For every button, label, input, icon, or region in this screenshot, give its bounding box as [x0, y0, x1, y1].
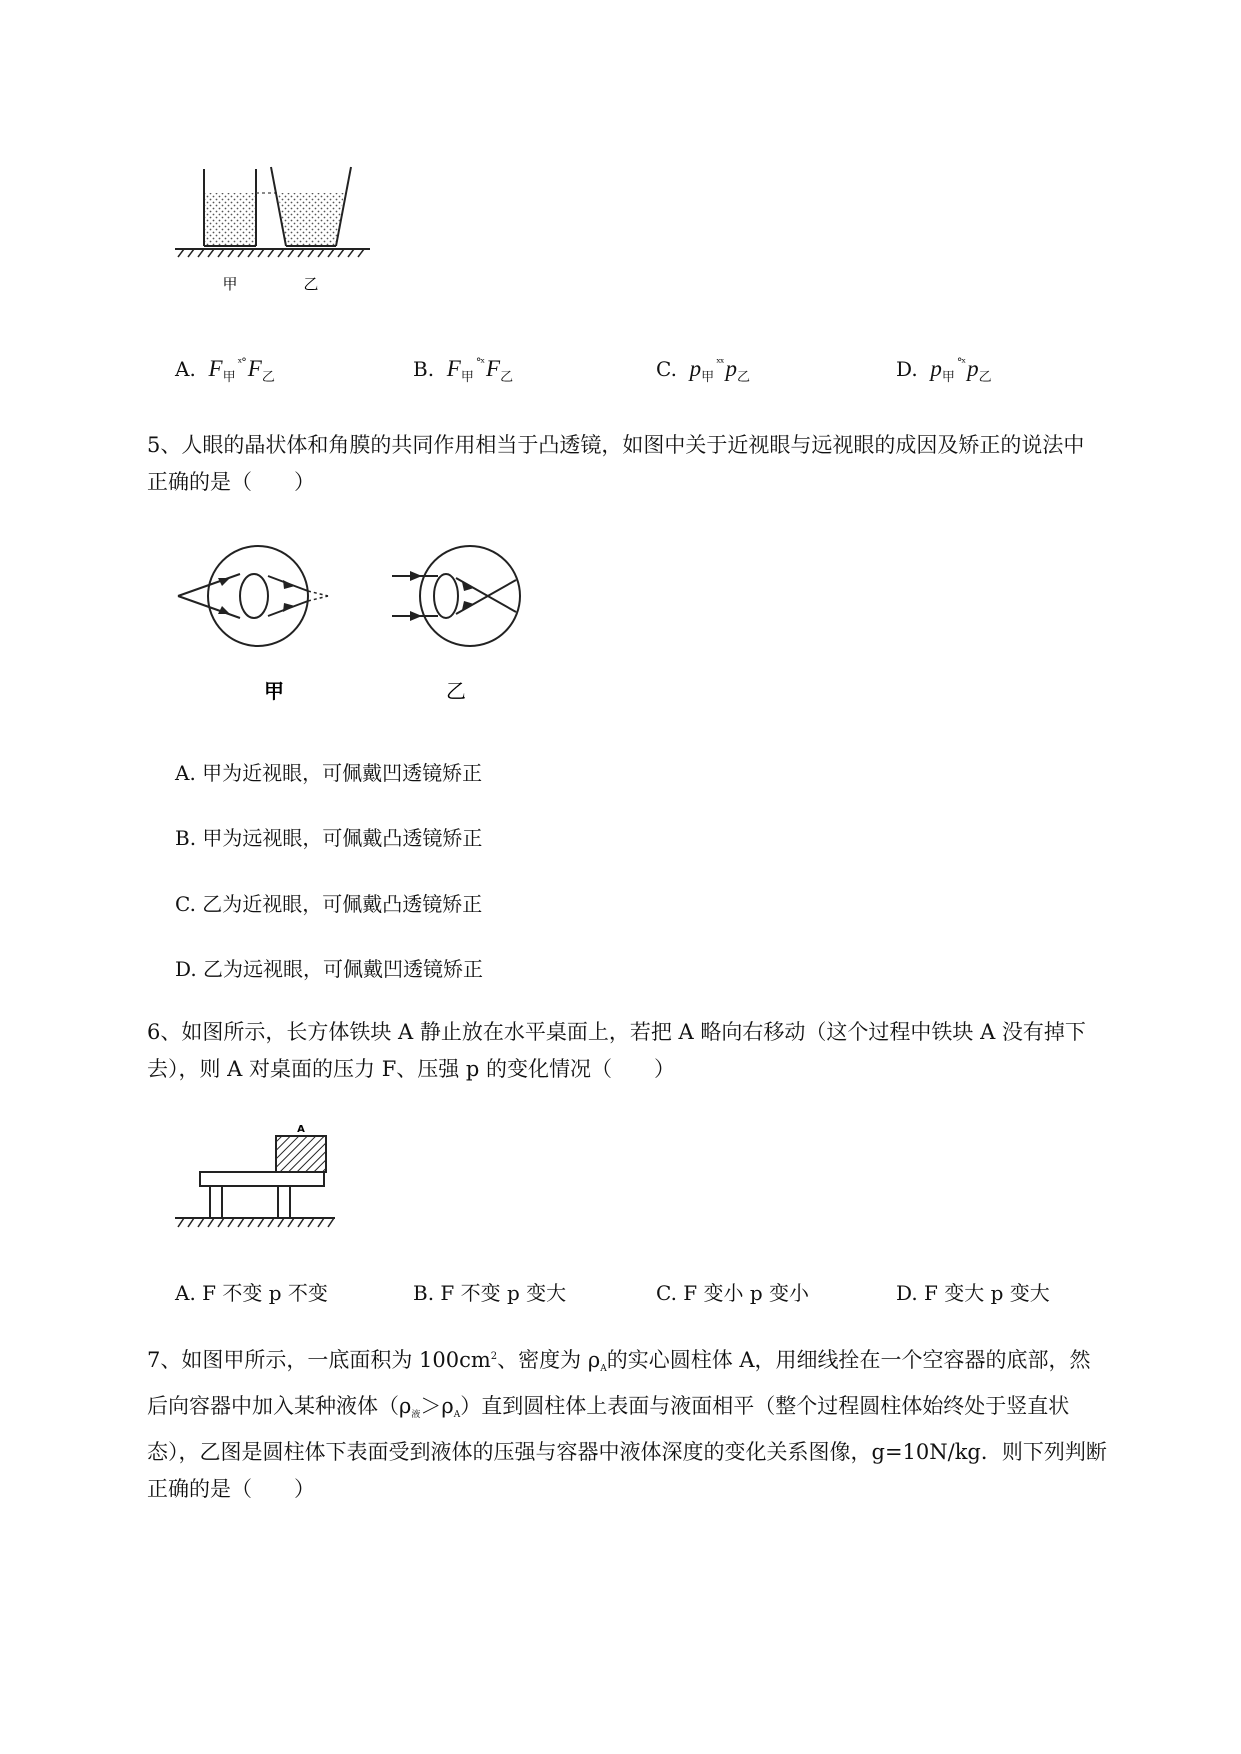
liquid-jia	[204, 193, 256, 245]
q4-option-b[interactable]: B. $F_甲^{^\circ ˣ}F_乙$	[413, 356, 514, 385]
q6-stem	[147, 1014, 1147, 1088]
q5-stem	[147, 427, 1147, 501]
figure-eyes	[170, 540, 550, 715]
q5-line2: 正确的是（ ）	[147, 470, 315, 494]
lens-jia	[240, 574, 268, 618]
figure-containers	[170, 165, 380, 300]
q6-option-a[interactable]: A. F 不变 p 不变	[175, 1281, 328, 1305]
table-top	[200, 1172, 324, 1186]
figure-table-block	[170, 1120, 350, 1235]
table-leg-left	[210, 1186, 222, 1218]
label-jia: 甲	[222, 275, 238, 293]
label-block-a: A	[297, 1124, 305, 1135]
q4-option-d[interactable]: D. $p_甲^{^\circ ˣ}p_乙$	[896, 356, 992, 385]
iron-block-a	[276, 1136, 326, 1172]
table-leg-right	[278, 1186, 290, 1218]
q4-option-c[interactable]: C. $p_甲^{ˣˣ}p_乙$	[656, 356, 751, 385]
q5-option-d[interactable]: D. 乙为远视眼，可佩戴凹透镜矫正	[175, 957, 484, 981]
liquid-yi	[278, 193, 344, 246]
q7-line1: 7、如图甲所示，一底面积为 $100cm^2$、密度为 ρA的实心圆柱体 A，用细线拴在一个空容器的底部，然	[147, 1348, 1091, 1374]
lens-yi	[434, 574, 458, 618]
q4-option-a[interactable]: A. $F_甲^{ˣ^\circ}F_乙$	[175, 356, 275, 385]
q5-option-c[interactable]: C. 乙为近视眼，可佩戴凸透镜矫正	[175, 892, 483, 916]
q6-line2: 去），则 A 对桌面的压力 F、压强 p 的变化情况（ ）	[147, 1057, 676, 1081]
label-eye-yi: 乙	[446, 679, 466, 703]
q5-option-b[interactable]: B. 甲为远视眼，可佩戴凸透镜矫正	[175, 826, 483, 850]
q5-option-a[interactable]: A. 甲为近视眼，可佩戴凹透镜矫正	[175, 761, 483, 785]
q6-option-b[interactable]: B. F 不变 p 变大	[413, 1281, 567, 1305]
eye-jia	[208, 546, 308, 646]
q5-line1: 5、人眼的晶状体和角膜的共同作用相当于凸透镜，如图中关于近视眼与远视眼的成因及矫正的说法中	[147, 433, 1085, 457]
label-eye-jia: 甲	[264, 679, 284, 703]
q7-line2: 后向容器中加入某种液体（ρ液＞ρA）直到圆柱体上表面与液面相平（整个过程圆柱体始终处于竖直状	[147, 1394, 1070, 1420]
q7-stem	[147, 1338, 1147, 1508]
q6-option-c[interactable]: C. F 变小 p 变小	[656, 1281, 810, 1305]
q7-line3: 态），乙图是圆柱体下表面受到液体的压强与容器中液体深度的变化关系图像，g=10N/kg．则下列判断	[147, 1440, 1107, 1464]
q6-option-d[interactable]: D. F 变大 p 变大	[896, 1281, 1050, 1305]
q6-line1: 6、如图所示，长方体铁块 A 静止放在水平桌面上，若把 A 略向右移动（这个过程中铁块 A 没有掉下	[147, 1020, 1086, 1044]
label-yi: 乙	[303, 275, 319, 293]
q7-line4: 正确的是（ ）	[147, 1477, 315, 1501]
